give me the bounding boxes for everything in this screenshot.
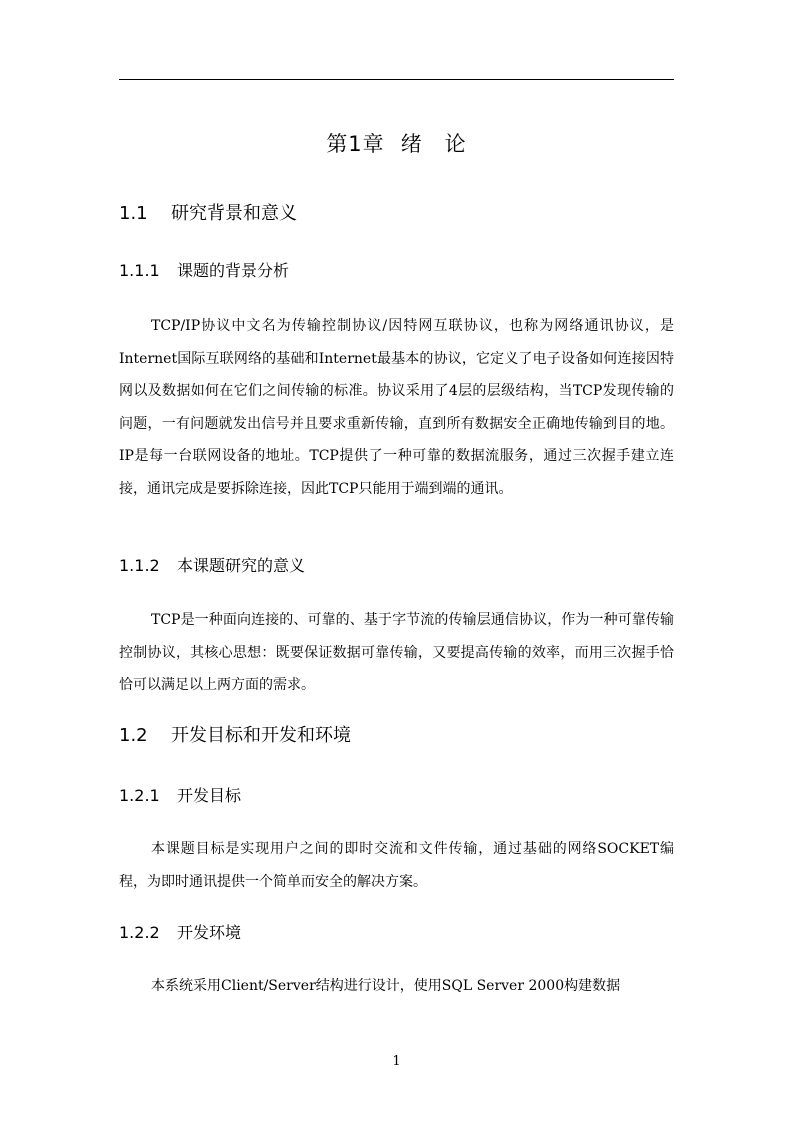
paragraph-significance: TCP是一种面向连接的、可靠的、基于字节流的传输层通信协议，作为一种可靠传输控制协议，其核心思想：既要保证数据可靠传输，又要提高传输的效率，而用三次握手恰恰可以满足以上两方面的需求。 <box>119 612 674 693</box>
section-heading-1-2 <box>119 723 351 749</box>
section-title: 研究背景和意义 <box>171 203 297 224</box>
paragraph-background: TCP/IP协议中文名为传输控制协议/因特网互联协议，也称为网络通讯协议，是Internet国际互联网络的基础和Internet最基本的协议，它定义了电子设备如何连接因特网以及数据如何在它们之间传输的标准。协议采用了4层的层级结构，当TCP发现传输的问题，一有问题就发出信号并且要求重新传输，直到所有数据安全正确地传输到目的地。IP是每一台联网设备的地址。TCP提供了一种可靠的数据流服务，通过三次握手建立连接，通讯完成是要拆除连接，因此TCP只能用于端到端的通讯。 <box>119 318 674 497</box>
subsection-title: 本课题研究的意义 <box>177 556 306 575</box>
subsection-title: 课题的背景分析 <box>177 261 290 280</box>
header-rule <box>119 79 674 80</box>
section-number: 1.1 <box>119 203 148 224</box>
subsection-heading-1-2-1 <box>119 784 241 808</box>
section-heading-1-1 <box>119 201 297 227</box>
subsection-heading-1-1-2 <box>119 554 305 578</box>
subsection-number: 1.1.1 <box>119 261 160 280</box>
page-number: 1 <box>392 1054 401 1069</box>
subsection-number: 1.2.1 <box>119 786 160 805</box>
subsection-number: 1.2.2 <box>119 923 160 942</box>
subsection-title: 开发目标 <box>177 786 242 805</box>
section-title: 开发目标和开发和环境 <box>171 725 351 746</box>
subsection-number: 1.1.2 <box>119 556 160 575</box>
subsection-title: 开发环境 <box>177 923 242 942</box>
chapter-name: 绪 论 <box>400 132 467 156</box>
subsection-heading-1-1-1 <box>119 259 289 283</box>
paragraph-goal: 本课题目标是实现用户之间的即时交流和文件传输，通过基础的网络SOCKET编程，为即时通讯提供一个简单而安全的解决方案。 <box>119 841 674 890</box>
chapter-label: 第1章 <box>326 132 385 156</box>
section-number: 1.2 <box>119 725 148 746</box>
subsection-heading-1-2-2 <box>119 921 241 945</box>
chapter-title <box>119 130 674 158</box>
paragraph-environment: 本系统采用Client/Server结构进行设计，使用SQL Server 2000构建数据 <box>151 978 621 994</box>
